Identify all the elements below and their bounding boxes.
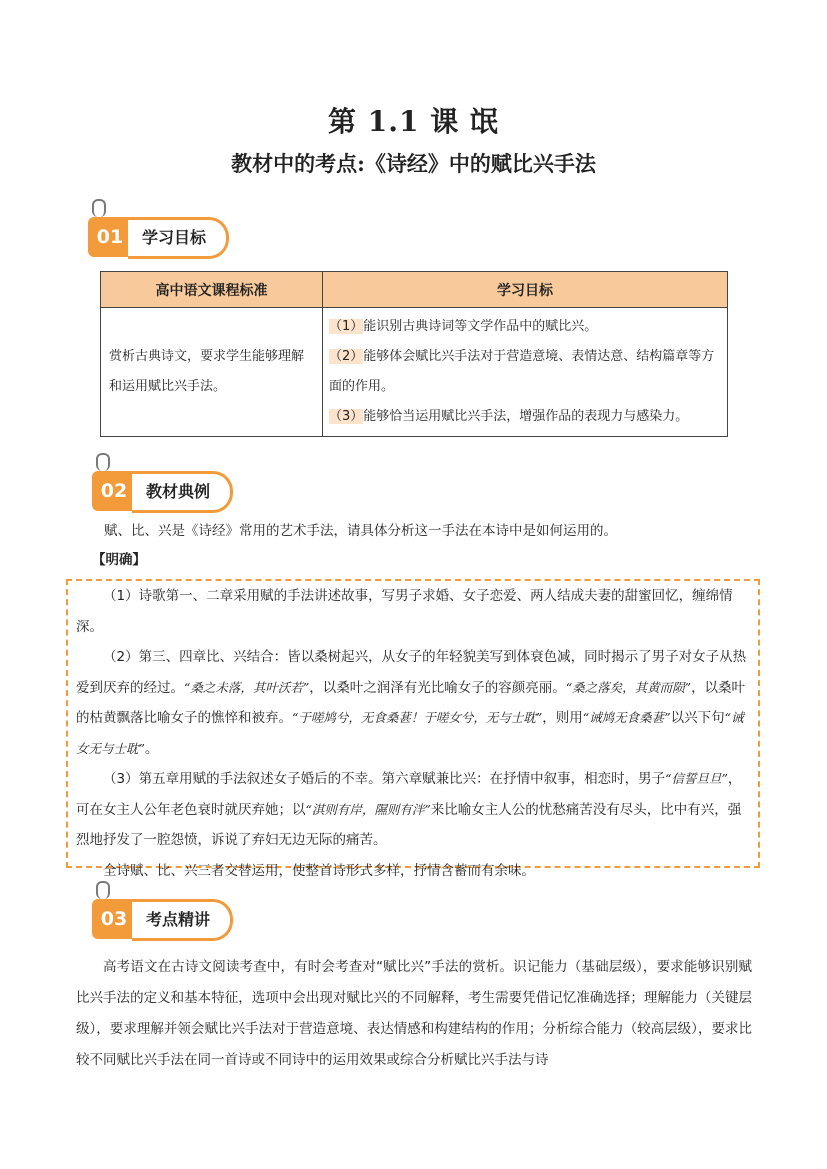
section-label: 考点精讲 [132,899,233,941]
objective-number: （2） [329,349,364,364]
section-number: 03 [92,899,136,939]
analysis-text: 高考语文在古诗文阅读考查中，有时会考查对“赋比兴”手法的赏析。识记能力（基础层级），要求能够识别赋比兴手法的定义和基本特征，选项中会出现对赋比兴的不同解释，考生需要凭借记忆准确选择；理解能力（关键层级），要求理解并领会赋比兴手法对于营造意境、表达情感和构建结构的作用；分析综合能力（较高层级），要求比较不同赋比兴手法在同一首诗或不同诗中的运用效果或综合分析赋比兴手法与诗 [76,959,752,1068]
answer-paragraph: 全诗赋、比、兴三者交替运用，使整首诗形式多样，抒情含蓄而有余味。 [103,862,535,879]
objectives-cell [323,308,728,437]
answer-paragraph: （2）第三、四章比、兴结合：皆以桑树起兴，从女子的年轻貌美写到体衰色减，同时揭示了男子对女子从热爱到厌弃的经过。“桑之未落，其叶沃若”，以桑叶之润泽有光比喻女子的容颜亮丽。“桑之落矣，其黄而陨”，以桑叶的枯黄飘落比喻女子的憔悴和被弃。“于嗟鸠兮，无食桑葚！于嗟女兮，无与士耽”，则用“诫鸠无食桑葚”以兴下句“诫女无与士耽”。 [76,649,747,757]
example-question: 赋、比、兴是《诗经》常用的艺术手法，请具体分析这一手法在本诗中是如何运用的。 [104,523,617,539]
table-header-objectives: 学习目标 [323,272,728,308]
quote: “信誓旦旦” [665,771,728,786]
objective-number: （1） [329,319,364,334]
quote: “淇则有岸，隰则有泮” [305,801,431,817]
answer-paragraph: （3）第五章用赋的手法叙述女子婚后的不幸。第六章赋兼比兴：在抒情中叙事，相恋时，男子“信誓旦旦”，可在女主人公年老色衰时就厌弃她；以“淇则有岸，隰则有泮”来比喻女主人公的忧愁痛苦没有尽头，比中有兴，强烈地抒发了一腔怨愤，诉说了弃妇无边无际的痛苦。 [76,771,742,848]
hook-icon [96,453,110,471]
quote: “桑之落矣，其黄而陨” [565,679,692,695]
answer-label: 【明确】 [92,552,146,568]
page-title: 第 1.1 课 氓 [328,105,499,138]
hook-icon [96,881,110,899]
answer-text [76,581,754,886]
section-label: 教材典例 [132,471,233,513]
section-label: 学习目标 [128,217,229,259]
objective-number: （3） [329,409,364,424]
quote: “于嗟鸠兮，无食桑葚！于嗟女兮，无与士耽” [292,710,543,725]
table-header-standard: 高中语文课程标准 [101,272,323,308]
objective-text: 能识别古典诗词等文学作品中的赋比兴。 [363,319,598,334]
quote: “诫鸠无食桑葚” [582,710,671,725]
quote: “诫女无与士耽” [76,710,744,756]
table-header-row [101,272,728,308]
section-number: 01 [88,217,132,257]
page-subtitle: 教材中的考点:《诗经》中的赋比兴手法 [231,151,596,176]
standard-cell: 赏析古典诗文，要求学生能够理解和运用赋比兴手法。 [101,308,323,437]
objective-item [329,342,721,402]
quote: “桑之未落，其叶沃若” [184,679,310,695]
answer-paragraph: （1）诗歌第一、二章采用赋的手法讲述故事，写男子求婚、女子恋爱、两人结成夫妻的甜蜜回忆，缠绵情深。 [76,588,733,635]
objective-text: 能够体会赋比兴手法对于营造意境、表情达意、结构篇章等方面的作用。 [329,349,715,394]
hook-icon [92,199,106,217]
table-row [101,308,728,437]
section-number: 02 [92,471,136,511]
objective-item [329,312,721,342]
goals-table [100,271,728,437]
objective-text: 能够恰当运用赋比兴手法，增强作品的表现力与感染力。 [363,409,689,424]
objective-item [329,402,721,432]
